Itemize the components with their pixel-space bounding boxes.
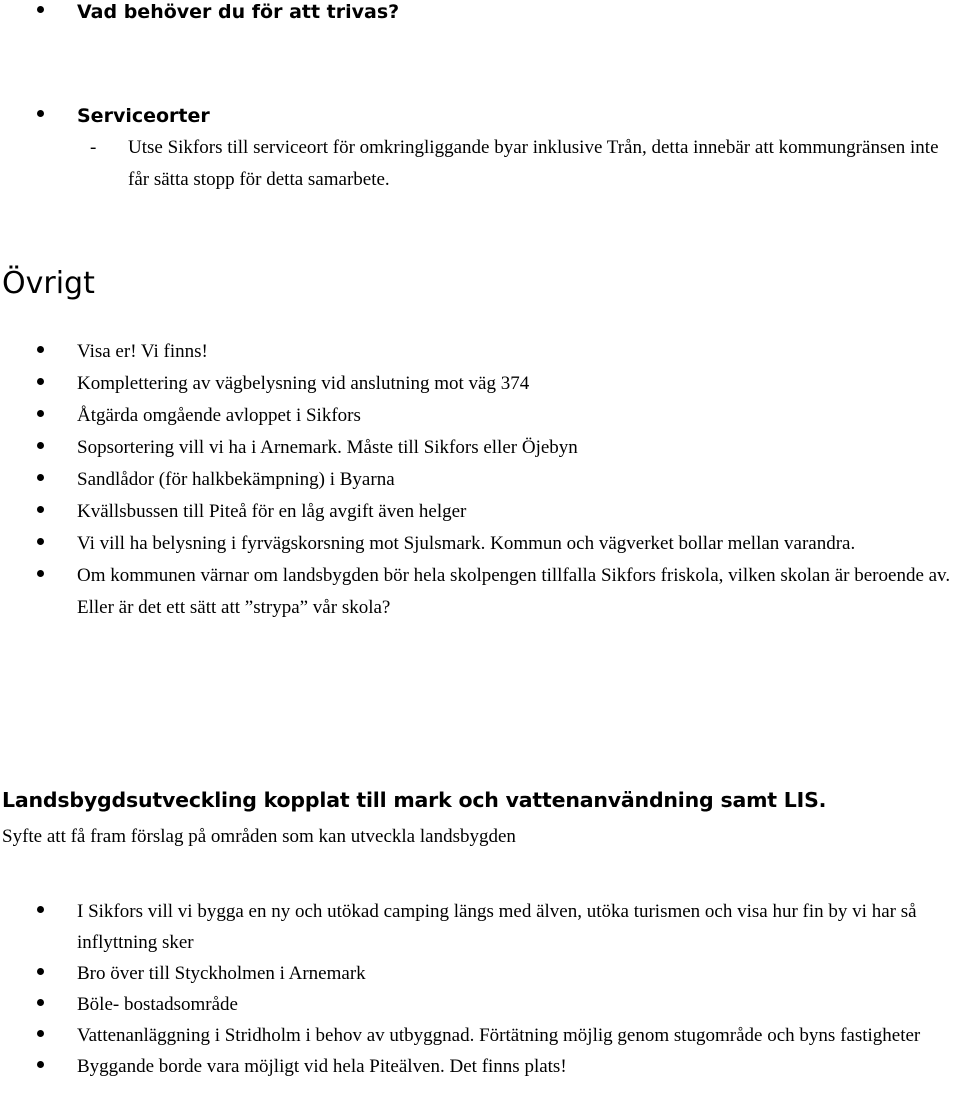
item-heading: Serviceorter <box>77 105 210 127</box>
ovrigt-list <box>0 336 960 624</box>
list-item <box>0 0 960 29</box>
dash-marker: - <box>90 137 97 158</box>
intro-paragraph: Syfte att få fram förslag på områden som kan utveckla landsbygden <box>2 826 516 847</box>
list-item: Kvällsbussen till Piteå för en låg avgift även helger <box>0 496 960 528</box>
landsbygd-list <box>0 896 960 1082</box>
list-item: Åtgärda omgående avloppet i Sikfors <box>0 400 960 432</box>
list-item: Om kommunen värnar om landsbygden bör hela skolpengen tillfalla Sikfors friskola, vilken skolan är beroende av. Eller är det ett sätt att ”strypa” vår skola? <box>0 560 960 624</box>
list-item <box>0 100 960 133</box>
list-item: Vi vill ha belysning i fyrvägskorsning mot Sjulsmark. Kommun och vägverket bollar mellan varandra. <box>0 528 960 560</box>
heading-landsbygd: Landsbygdsutveckling kopplat till mark och vattenanvändning samt LIS. <box>2 788 827 812</box>
top-bullet-list <box>0 0 960 29</box>
list-item: I Sikfors vill vi bygga en ny och utökad camping längs med älven, utöka turismen och visa hur fin by vi har så inflyttning sker <box>0 896 960 958</box>
item-heading: Vad behöver du för att trivas? <box>77 1 400 23</box>
list-item: Bro över till Styckholmen i Arnemark <box>0 958 960 989</box>
list-item: Visa er! Vi finns! <box>0 336 960 368</box>
serviceorter-subitem <box>0 132 960 196</box>
list-item: Vattenanläggning i Stridholm i behov av utbyggnad. Förtätning möjlig genom stugområde och byns fastigheter <box>0 1020 960 1051</box>
serviceorter-list <box>0 100 960 133</box>
heading-ovrigt: Övrigt <box>2 266 95 301</box>
list-item: Böle- bostadsområde <box>0 989 960 1020</box>
list-item: Sandlådor (för halkbekämpning) i Byarna <box>0 464 960 496</box>
list-item: Komplettering av vägbelysning vid anslutning mot väg 374 <box>0 368 960 400</box>
list-item: Byggande borde vara möjligt vid hela Piteälven. Det finns plats! <box>0 1051 960 1082</box>
list-item: Sopsortering vill vi ha i Arnemark. Måste till Sikfors eller Öjebyn <box>0 432 960 464</box>
subitem-text: Utse Sikfors till serviceort för omkringliggande byar inklusive Trån, detta innebär att kommungränsen inte får sätta stopp för detta samarbete. <box>128 137 939 190</box>
